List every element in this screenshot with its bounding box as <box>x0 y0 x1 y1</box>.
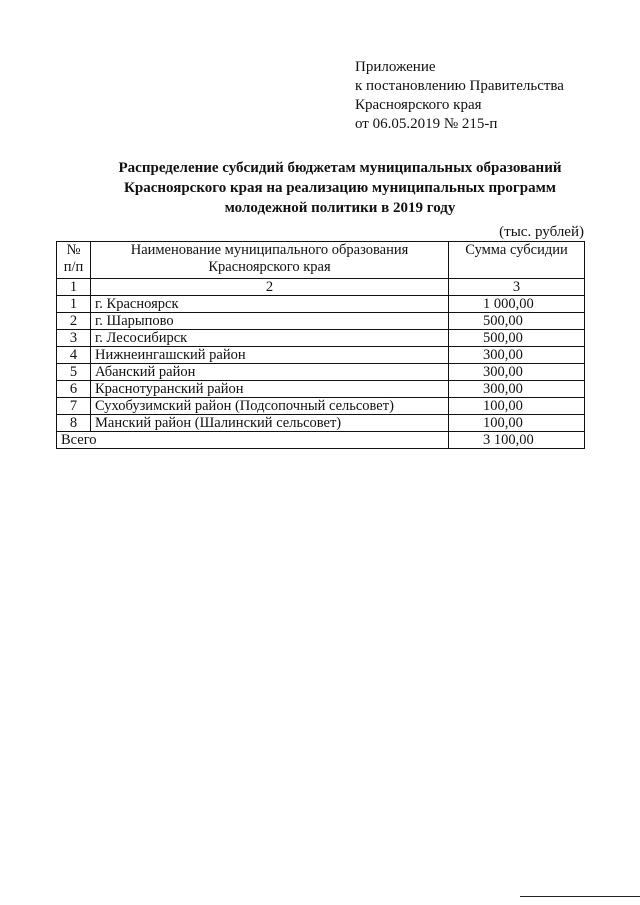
row-municipality: Сухобузимский район (Подсопочный сельсовет) <box>91 398 449 415</box>
row-municipality: Абанский район <box>91 364 449 381</box>
table-row <box>57 364 585 381</box>
title-line: Распределение субсидий бюджетам муниципальных образований <box>118 160 562 176</box>
row-amount: 300,00 <box>449 381 585 398</box>
table-row <box>57 381 585 398</box>
row-municipality: г. Красноярск <box>91 296 449 313</box>
row-number: 8 <box>57 415 91 432</box>
title-line: молодежной политики в 2019 году <box>224 200 456 216</box>
table-header-row <box>57 242 585 279</box>
units-note: (тыс. рублей) <box>499 224 584 240</box>
table-row <box>57 313 585 330</box>
header-municipality: Наименование муниципального образования Красноярского края <box>91 242 449 279</box>
table-row <box>57 398 585 415</box>
total-row <box>57 432 585 449</box>
row-number: 2 <box>57 313 91 330</box>
table-row <box>57 330 585 347</box>
row-municipality: г. Шарыпово <box>91 313 449 330</box>
row-amount: 500,00 <box>449 330 585 347</box>
scan-edge-line <box>520 896 640 897</box>
total-label: Всего <box>57 432 449 449</box>
column-index: 3 <box>449 279 585 296</box>
row-number: 5 <box>57 364 91 381</box>
row-municipality: Манский район (Шалинский сельсовет) <box>91 415 449 432</box>
row-amount: 1 000,00 <box>449 296 585 313</box>
row-municipality: Нижнеингашский район <box>91 347 449 364</box>
appendix-line: Приложение <box>355 59 436 75</box>
header-number: № п/п <box>57 242 91 279</box>
row-municipality: Краснотуранский район <box>91 381 449 398</box>
row-number: 6 <box>57 381 91 398</box>
row-amount: 100,00 <box>449 415 585 432</box>
table-row <box>57 347 585 364</box>
total-amount: 3 100,00 <box>449 432 585 449</box>
column-index: 1 <box>57 279 91 296</box>
document-title <box>60 158 620 218</box>
appendix-line: к постановлению Правительства <box>355 78 564 94</box>
appendix-line: от 06.05.2019 № 215-п <box>355 116 498 132</box>
table-row <box>57 415 585 432</box>
row-municipality: г. Лесосибирск <box>91 330 449 347</box>
subsidy-table <box>56 241 585 449</box>
row-amount: 300,00 <box>449 364 585 381</box>
row-amount: 500,00 <box>449 313 585 330</box>
appendix-line: Красноярского края <box>355 97 482 113</box>
row-amount: 300,00 <box>449 347 585 364</box>
header-amount: Сумма субсидии <box>449 242 585 279</box>
title-line: Красноярского края на реализацию муниципальных программ <box>123 180 557 196</box>
appendix-block <box>355 58 564 134</box>
column-index: 2 <box>91 279 449 296</box>
row-number: 4 <box>57 347 91 364</box>
row-number: 7 <box>57 398 91 415</box>
row-amount: 100,00 <box>449 398 585 415</box>
column-index-row <box>57 279 585 296</box>
row-number: 3 <box>57 330 91 347</box>
table-row <box>57 296 585 313</box>
row-number: 1 <box>57 296 91 313</box>
